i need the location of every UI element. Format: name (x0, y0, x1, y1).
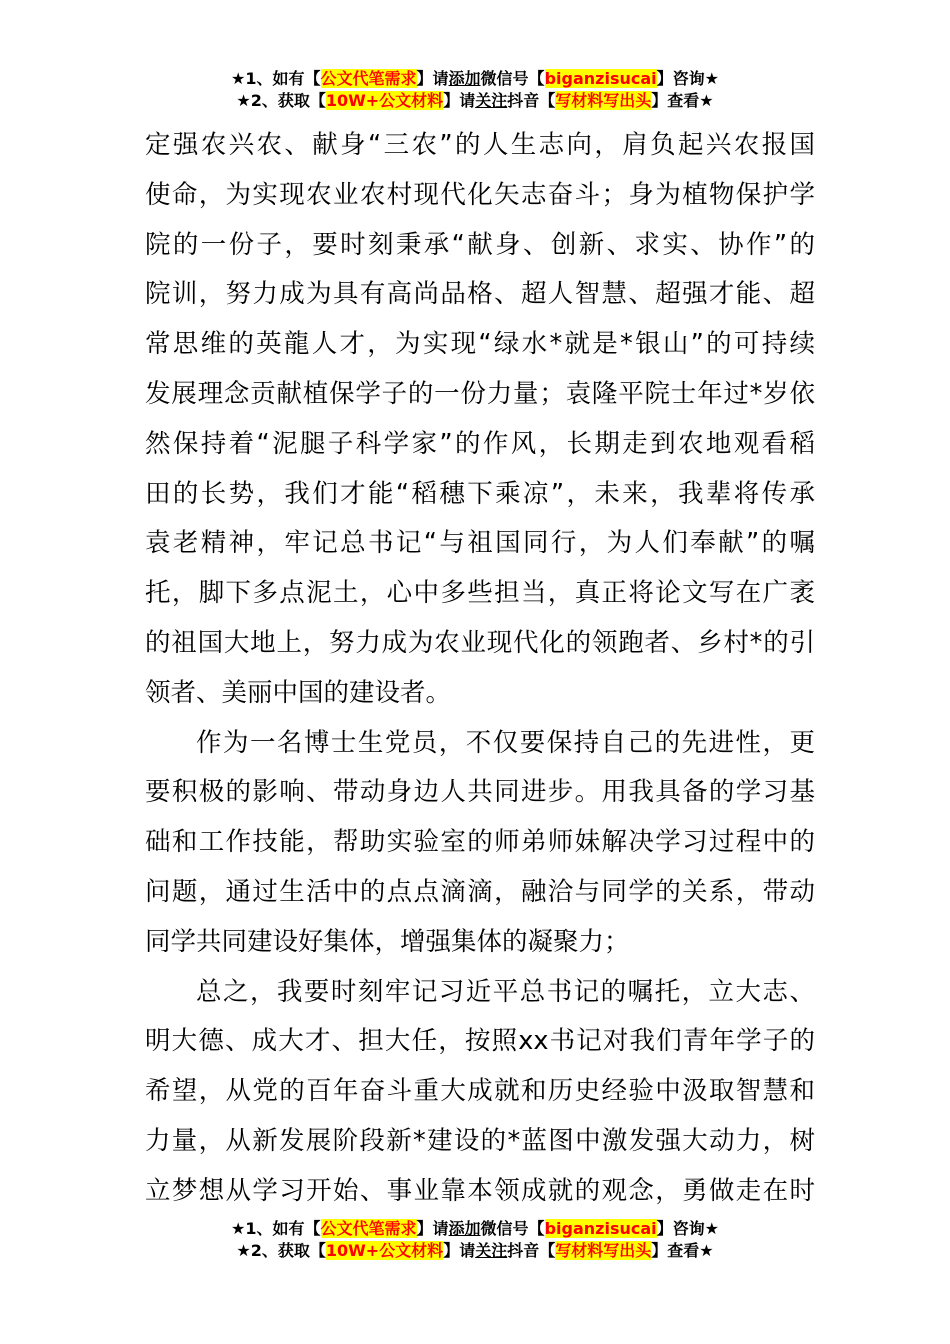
promo-text: 】咨询★ (656, 1219, 719, 1238)
promo-text: 】请 (416, 69, 449, 88)
text-line: 使命，为实现农业农村现代化矢志奋斗；身为植物保护学 (145, 179, 815, 210)
promo-text: 微信号【 (480, 69, 545, 88)
promo-highlight: biganzisucai (544, 69, 657, 88)
promo-highlight: 写材料写出头 (555, 1241, 652, 1260)
promo-text: ★1、如有【 (231, 1219, 321, 1238)
text-line: 的祖国大地上，努力成为农业现代化的领跑者、乡村*的引 (145, 627, 815, 658)
text-line: 定强农兴农、献身“三农”的人生志向，肩负起兴农报国 (145, 130, 815, 160)
text-line: 托，脚下多点泥土，心中多些担当，真正将论文写在广袤 (145, 578, 815, 609)
promo-highlight: biganzisucai (544, 1219, 657, 1238)
promo-text: 抖音【 (507, 1241, 556, 1260)
promo-underline: 添加 (448, 1219, 481, 1238)
text-line: 然保持着“泥腿子科学家”的作风，长期走到农地观看稻 (145, 428, 815, 459)
text-line: 院的一份子，要时刻秉承“献身、创新、求实、协作”的 (145, 229, 815, 260)
text-line: 希望，从党的百年奋斗重大成就和历史经验中汲取智慧和 (145, 1076, 815, 1107)
promo-line-2 (0, 1240, 950, 1262)
promo-highlight: 公文代笔需求 (320, 69, 417, 88)
promo-text: 微信号【 (480, 1219, 545, 1238)
text-line: 田的长势，我们才能“稻穗下乘凉”，未来，我辈将传承 (145, 478, 815, 509)
text-line: 要积极的影响、带动身边人共同进步。用我具备的学习基 (145, 777, 815, 808)
promo-highlight: 10W+公文材料 (325, 91, 444, 110)
promo-text: ★1、如有【 (231, 69, 321, 88)
promo-underline: 添加 (448, 69, 481, 88)
text-line: 础和工作技能，帮助实验室的师弟师妹解决学习过程中的 (145, 827, 815, 858)
promo-text: 】请 (443, 1241, 476, 1260)
text-line: 问题，通过生活中的点点滴滴，融洽与同学的关系，带动 (145, 876, 815, 907)
footer-promo-banner (0, 1218, 950, 1262)
paragraph-start-line: 总之，我要时刻牢记习近平总书记的嘱托，立大志、 (196, 976, 815, 1007)
promo-text: 】查看★ (651, 1241, 714, 1260)
paragraph-start-line: 作为一名博士生党员，不仅要保持自己的先进性，更 (196, 727, 815, 758)
text-line: 袁老精神，牢记总书记“与祖国同行，为人们奉献”的嘱 (145, 528, 815, 559)
promo-text: ★2、获取【 (236, 1241, 326, 1260)
promo-highlight: 公文代笔需求 (320, 1219, 417, 1238)
promo-text: 】请 (416, 1219, 449, 1238)
text-line: 同学共同建设好集体，增强集体的凝聚力； (145, 926, 630, 957)
promo-text: 】咨询★ (656, 69, 719, 88)
promo-underline: 关注 (475, 91, 508, 110)
promo-underline: 关注 (475, 1241, 508, 1260)
text-line: 发展理念贡献植保学子的一份力量；袁隆平院士年过*岁依 (145, 378, 815, 409)
text-line: 力量，从新发展阶段新*建设的*蓝图中激发强大动力，树 (145, 1125, 815, 1156)
header-promo-banner (0, 68, 950, 112)
promo-highlight: 写材料写出头 (555, 91, 652, 110)
text-line: 院训，努力成为具有高尚品格、超人智慧、超强才能、超 (145, 279, 815, 310)
text-line: 明大德、成大才、担大任，按照xx书记对我们青年学子的 (145, 1026, 815, 1057)
promo-line-2 (0, 90, 950, 112)
promo-line-1 (0, 68, 950, 90)
text-line: 领者、美丽中国的建设者。 (145, 677, 452, 708)
promo-highlight: 10W+公文材料 (325, 1241, 444, 1260)
text-line: 常思维的英龍人才，为实现“绿水*就是*银山”的可持续 (145, 329, 815, 360)
promo-text: 抖音【 (507, 91, 556, 110)
promo-text: 】查看★ (651, 91, 714, 110)
promo-text: 】请 (443, 91, 476, 110)
text-line: 立梦想从学习开始、事业靠本领成就的观念，勇做走在时 (145, 1175, 815, 1206)
promo-line-1 (0, 1218, 950, 1240)
document-body (145, 121, 815, 1217)
promo-text: ★2、获取【 (236, 91, 326, 110)
